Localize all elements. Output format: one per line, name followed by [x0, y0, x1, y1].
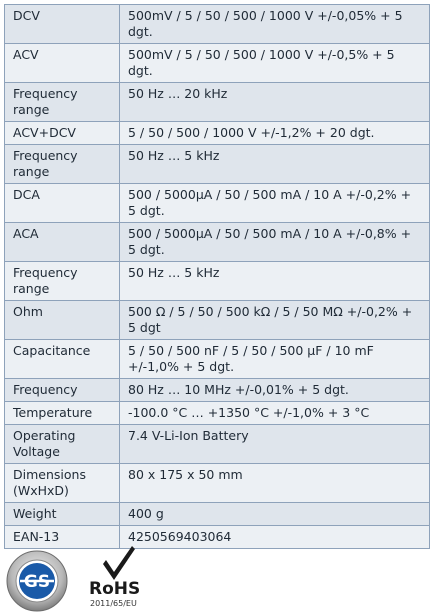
spec-label: Temperature: [5, 402, 120, 425]
spec-row-weight: [5, 503, 430, 526]
spec-value: -100.0 °C … +1350 °C +/-1,0% + 3 °C: [120, 402, 430, 425]
spec-row-acv: [5, 44, 430, 83]
spec-value: 400 g: [120, 503, 430, 526]
checkmark-icon: [103, 546, 135, 580]
gs-certification-logo: [6, 550, 68, 612]
spec-label: ACV: [5, 44, 120, 83]
spec-label: Frequency range: [5, 262, 120, 301]
spec-row-dca: [5, 184, 430, 223]
rohs-logo-subtitle: 2011/65/EU: [90, 599, 137, 608]
spec-value: 80 x 175 x 50 mm: [120, 464, 430, 503]
spec-row-capacitance: [5, 340, 430, 379]
certification-logos: [0, 542, 437, 615]
spec-value: 50 Hz … 5 kHz: [120, 262, 430, 301]
spec-value: 5 / 50 / 500 nF / 5 / 50 / 500 µF / 10 mF +/-1,0% + 5 dgt.: [120, 340, 430, 379]
spec-label: EAN-13: [5, 526, 120, 549]
spec-label: Dimensions (WxHxD): [5, 464, 120, 503]
spec-label: Operating Voltage: [5, 425, 120, 464]
spec-label: Frequency range: [5, 145, 120, 184]
spec-value: 50 Hz … 5 kHz: [120, 145, 430, 184]
spec-row-operating-voltage: [5, 425, 430, 464]
spec-row-dcv: [5, 5, 430, 44]
spec-row-frequency-range: [5, 83, 430, 122]
spec-row-frequency-range: [5, 145, 430, 184]
spec-row-ohm: [5, 301, 430, 340]
spec-label: ACV+DCV: [5, 122, 120, 145]
specifications-table: [4, 4, 430, 549]
spec-value: 50 Hz … 20 kHz: [120, 83, 430, 122]
spec-value: 5 / 50 / 500 / 1000 V +/-1,2% + 20 dgt.: [120, 122, 430, 145]
spec-row-dimensions: [5, 464, 430, 503]
spec-row-frequency-range: [5, 262, 430, 301]
spec-label: DCA: [5, 184, 120, 223]
spec-label: Capacitance: [5, 340, 120, 379]
spec-row-acv-dcv: [5, 122, 430, 145]
gs-logo-text: GS: [23, 572, 51, 592]
rohs-certification-logo: [86, 542, 156, 615]
spec-value: 80 Hz … 10 MHz +/-0,01% + 5 dgt.: [120, 379, 430, 402]
spec-row-temperature: [5, 402, 430, 425]
spec-value: 500mV / 5 / 50 / 500 / 1000 V +/-0,05% + 5 dgt.: [120, 5, 430, 44]
spec-label: Weight: [5, 503, 120, 526]
spec-value: 500mV / 5 / 50 / 500 / 1000 V +/-0,5% + 5 dgt.: [120, 44, 430, 83]
spec-row-frequency: [5, 379, 430, 402]
spec-value: 500 Ω / 5 / 50 / 500 kΩ / 5 / 50 MΩ +/-0,2% + 5 dgt: [120, 301, 430, 340]
spec-label: ACA: [5, 223, 120, 262]
rohs-logo-title: RoHS: [89, 579, 141, 599]
spec-value: 4250569403064: [120, 526, 430, 549]
spec-row-aca: [5, 223, 430, 262]
spec-label: Frequency: [5, 379, 120, 402]
spec-label: Ohm: [5, 301, 120, 340]
spec-value: 7.4 V-Li-Ion Battery: [120, 425, 430, 464]
spec-value: 500 / 5000µA / 50 / 500 mA / 10 A +/-0,2% + 5 dgt.: [120, 184, 430, 223]
spec-value: 500 / 5000µA / 50 / 500 mA / 10 A +/-0,8% + 5 dgt.: [120, 223, 430, 262]
spec-label: DCV: [5, 5, 120, 44]
spec-label: Frequency range: [5, 83, 120, 122]
